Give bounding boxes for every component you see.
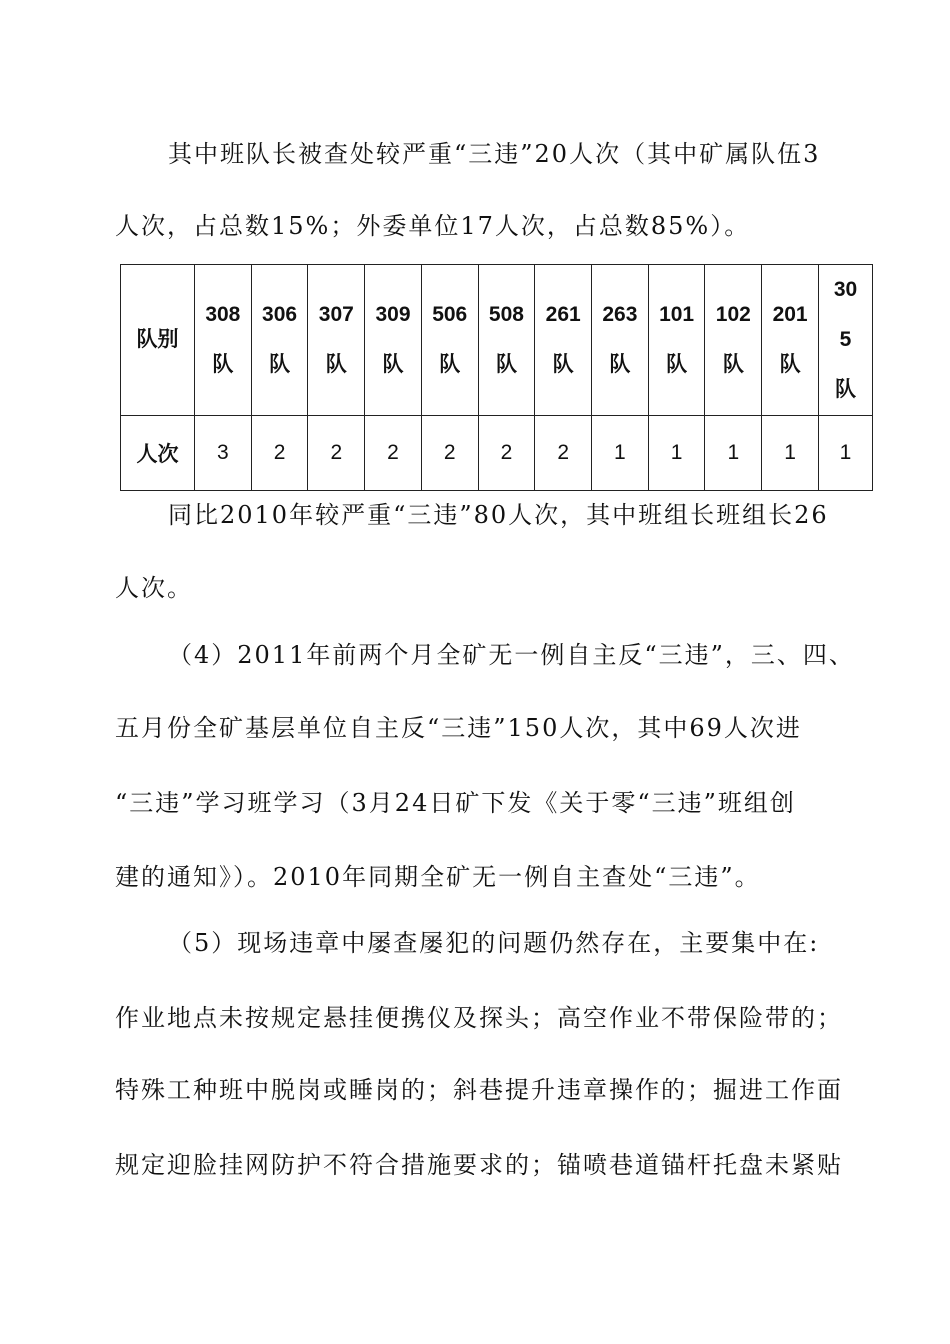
team-number: 506 [432,303,468,326]
team-unit: 队 [269,353,291,376]
paragraph-3-line-3: “三违”学习班学习（3月24日矿下发《关于零“三违”班组创 [115,789,796,817]
team-cell [762,265,819,416]
count-cell: 1 [592,416,649,491]
count-cell: 2 [421,416,478,491]
team-cell [819,265,873,416]
paragraph-4-line-1: （5）现场违章中屡查屡犯的问题仍然存在，主要集中在: [168,929,820,957]
count-cell: 1 [705,416,762,491]
team-number: 261 [545,303,581,326]
team-unit: 队 [835,378,856,401]
team-cell [478,265,535,416]
team-unit: 队 [722,353,744,376]
team-cell [421,265,478,416]
team-number: 263 [602,303,638,326]
team-unit: 队 [325,353,347,376]
team-cell [592,265,649,416]
team-number-part: 5 [839,328,852,351]
paragraph-2-line-1: 同比2010年较严重“三违”80人次，其中班组长班组长26 [168,501,829,529]
table-value-row [121,416,873,491]
count-cell: 2 [478,416,535,491]
team-number: 508 [488,303,524,326]
team-number-part: 30 [833,278,858,301]
team-unit: 队 [495,353,517,376]
violations-by-team-table [120,264,873,491]
count-cell: 1 [648,416,705,491]
team-unit: 队 [552,353,574,376]
count-cell: 3 [195,416,252,491]
team-cell [648,265,705,416]
team-number: 308 [205,303,241,326]
paragraph-1-line-1: 其中班队长被查处较严重“三违”20人次（其中矿属队伍3 [168,140,821,168]
team-unit: 队 [666,353,688,376]
table-header-row [121,265,873,416]
team-header-label: 队别 [121,265,195,416]
count-header-label: 人次 [121,416,195,491]
team-cell [705,265,762,416]
team-number: 306 [262,303,298,326]
paragraph-3-line-2: 五月份全矿基层单位自主反“三违”150人次，其中69人次进 [115,714,802,742]
team-cell [365,265,422,416]
team-number: 101 [659,303,695,326]
paragraph-4-line-4: 规定迎脸挂网防护不符合措施要求的；锚喷巷道锚杆托盘未紧贴 [115,1151,843,1179]
team-cell [195,265,252,416]
team-number: 201 [772,303,808,326]
team-unit: 队 [382,353,404,376]
team-unit: 队 [609,353,631,376]
count-cell: 2 [365,416,422,491]
paragraph-1-line-2: 人次，占总数15%；外委单位17人次，占总数85%）。 [115,212,751,240]
team-cell [308,265,365,416]
team-cell [251,265,308,416]
paragraph-3-line-1: （4）2011年前两个月全矿无一例自主反“三违”，三、四、 [168,641,855,669]
team-number: 307 [318,303,354,326]
count-cell: 1 [762,416,819,491]
count-cell: 1 [819,416,873,491]
paragraph-2-line-2: 人次。 [115,574,193,602]
paragraph-4-line-2: 作业地点未按规定悬挂便携仪及探头；高空作业不带保险带的； [115,1004,843,1032]
team-unit: 队 [779,353,801,376]
team-cell [535,265,592,416]
paragraph-4-line-3: 特殊工种班中脱岗或睡岗的；斜巷提升违章操作的；掘进工作面 [115,1076,843,1104]
team-number: 309 [375,303,411,326]
paragraph-3-line-4: 建的通知》）。2010年同期全矿无一例自主查处“三违”。 [115,863,761,891]
team-unit: 队 [439,353,461,376]
count-cell: 2 [535,416,592,491]
team-unit: 队 [212,353,234,376]
count-cell: 2 [308,416,365,491]
count-cell: 2 [251,416,308,491]
team-number: 102 [715,303,751,326]
